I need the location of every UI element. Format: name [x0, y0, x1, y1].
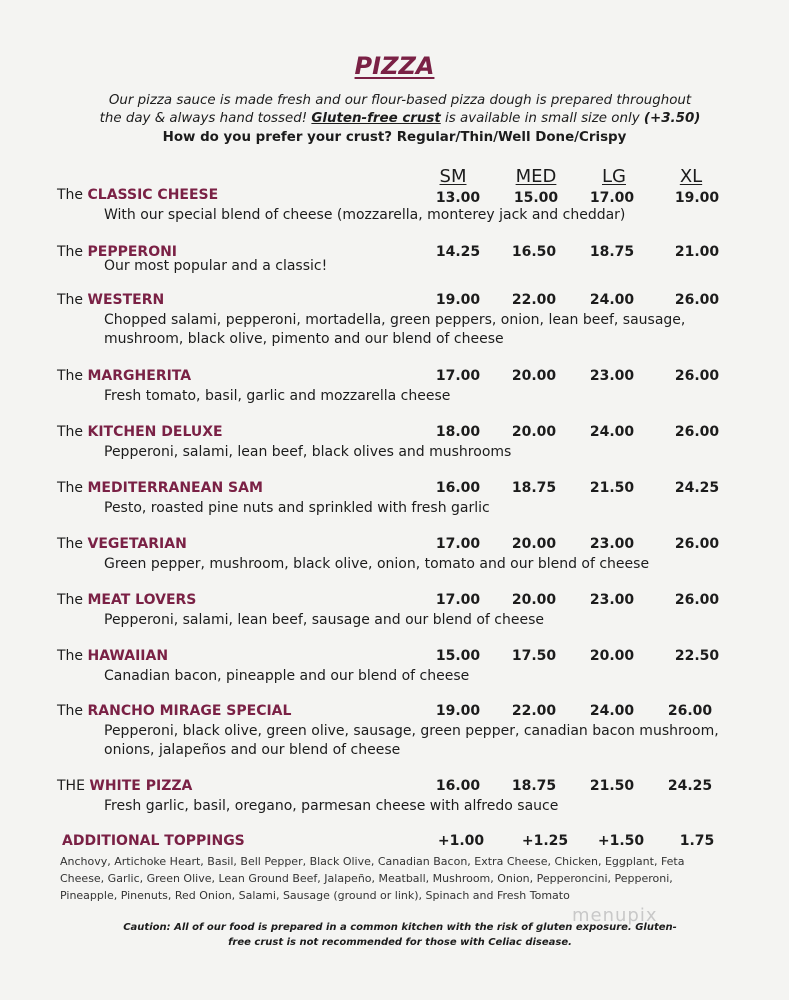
- price-xl: 26.00: [667, 703, 713, 719]
- menu-item-description: Canadian bacon, pineapple and our blend of cheese: [104, 668, 470, 684]
- menu-item-prefix: The: [57, 368, 84, 384]
- menu-item-title: PEPPERONI: [87, 244, 178, 260]
- menu-item-title: MEAT LOVERS: [87, 592, 197, 608]
- menu-item-prefix: The: [57, 536, 84, 552]
- price-med: 15.00: [513, 190, 559, 206]
- price-lg: 21.50: [589, 778, 635, 794]
- menu-item-title: WESTERN: [87, 292, 165, 308]
- size-header-med: MED: [515, 166, 557, 187]
- price-xl: 19.00: [674, 190, 720, 206]
- price-sm: 17.00: [435, 592, 481, 608]
- menu-item-title: CLASSIC CHEESE: [87, 187, 219, 203]
- price-lg: 18.75: [589, 244, 635, 260]
- toppings-price-lg: +1.50: [597, 833, 645, 849]
- price-xl: 26.00: [674, 368, 720, 384]
- menu-item-prefix: The: [57, 648, 84, 664]
- menu-item-title: RANCHO MIRAGE SPECIAL: [87, 703, 292, 719]
- price-lg: 21.50: [589, 480, 635, 496]
- price-med: 16.50: [511, 244, 557, 260]
- menu-item-name: [57, 778, 192, 794]
- menu-item-title: MARGHERITA: [87, 368, 192, 384]
- menu-item-name: [57, 480, 263, 496]
- price-med: 22.00: [511, 703, 557, 719]
- price-xl: 26.00: [674, 292, 720, 308]
- menu-item-name: [57, 648, 168, 664]
- price-lg: 24.00: [589, 424, 635, 440]
- price-lg: 23.00: [589, 592, 635, 608]
- menu-item-title: MEDITERRANEAN SAM: [87, 480, 263, 496]
- price-xl: 24.25: [674, 480, 720, 496]
- crust-question: How do you prefer your crust? Regular/Thin/Well Done/Crispy: [162, 130, 627, 145]
- price-sm: 18.00: [435, 424, 481, 440]
- gluten-free-label: Gluten-free crust: [311, 111, 441, 126]
- price-sm: 17.00: [435, 368, 481, 384]
- price-lg: 23.00: [589, 368, 635, 384]
- price-xl: 22.50: [674, 648, 720, 664]
- menu-item-title: KITCHEN DELUXE: [87, 424, 223, 440]
- menu-item-description: Our most popular and a classic!: [104, 258, 328, 274]
- menu-item-title: VEGETARIAN: [87, 536, 187, 552]
- menu-item-name: [57, 424, 223, 440]
- price-lg: 24.00: [589, 703, 635, 719]
- menu-item-name: [57, 592, 196, 608]
- menu-item-prefix: The: [57, 703, 84, 719]
- price-xl: 24.25: [667, 778, 713, 794]
- menu-item-description: With our special blend of cheese (mozzarella, monterey jack and cheddar): [104, 207, 626, 223]
- menu-item-name: [57, 368, 191, 384]
- price-sm: 15.00: [435, 648, 481, 664]
- menu-item-description: Pepperoni, salami, lean beef, sausage and our blend of cheese: [104, 612, 544, 628]
- menu-item-name: [57, 292, 164, 308]
- price-sm: 19.00: [435, 703, 481, 719]
- price-lg: 23.00: [589, 536, 635, 552]
- price-sm: 19.00: [435, 292, 481, 308]
- price-med: 20.00: [511, 368, 557, 384]
- price-med: 22.00: [511, 292, 557, 308]
- menu-item-prefix: The: [57, 292, 84, 308]
- menu-item-description: Green pepper, mushroom, black olive, onion, tomato and our blend of cheese: [104, 556, 650, 572]
- price-sm: 16.00: [435, 480, 481, 496]
- menu-item-description: Fresh tomato, basil, garlic and mozzarella cheese: [104, 388, 451, 404]
- menu-item-prefix: The: [57, 244, 84, 260]
- toppings-price-med: +1.25: [521, 833, 569, 849]
- menu-item-prefix: The: [57, 592, 84, 608]
- price-med: 18.75: [511, 480, 557, 496]
- watermark-logo: menupix: [572, 905, 658, 926]
- price-lg: 20.00: [589, 648, 635, 664]
- menu-item-name: [57, 703, 291, 719]
- intro-line-2-start: the day & always hand tossed!: [99, 111, 308, 126]
- menu-item-prefix: THE: [57, 778, 85, 794]
- menu-item-prefix: The: [57, 480, 84, 496]
- intro-line-2: [40, 110, 760, 128]
- menu-item-description: Pepperoni, black olive, green olive, sausage, green pepper, canadian bacon mushroom, onions, jalapeños and our blend of cheese: [104, 723, 719, 758]
- toppings-title: ADDITIONAL TOPPINGS: [62, 833, 245, 849]
- price-sm: 13.00: [435, 190, 481, 206]
- menu-item-description: Fresh garlic, basil, oregano, parmesan cheese with alfredo sauce: [104, 798, 559, 814]
- price-sm: 17.00: [435, 536, 481, 552]
- toppings-price-xl: 1.75: [679, 833, 715, 849]
- toppings-list: Anchovy, Artichoke Heart, Basil, Bell Pepper, Black Olive, Canadian Bacon, Extra Cheese, Chicken, Eggplant, Feta Cheese, Garlic, Green Olive, Lean Ground Beef, Jalapeño, Meatball, Mushroom, Onion, Pepperoncini, Pepperoni, Pineapple, Pinenuts, Red Onion, Salami, Sausage (ground or link), Spinach and Fresh Tomato: [60, 855, 685, 902]
- price-xl: 26.00: [674, 592, 720, 608]
- size-header-xl: XL: [679, 166, 703, 187]
- menu-item-description: Chopped salami, pepperoni, mortadella, green peppers, onion, lean beef, sausage, mushroom, black olive, pimento and our blend of cheese: [104, 312, 686, 347]
- menu-item-title: WHITE PIZZA: [89, 778, 193, 794]
- price-sm: 14.25: [435, 244, 481, 260]
- intro-line-1: Our pizza sauce is made fresh and our flour-based pizza dough is prepared throughout: [108, 93, 692, 108]
- price-med: 20.00: [511, 592, 557, 608]
- price-lg: 17.00: [589, 190, 635, 206]
- toppings-price-sm: +1.00: [437, 833, 485, 849]
- menu-item-description: Pepperoni, salami, lean beef, black olives and mushrooms: [104, 444, 512, 460]
- menu-item-title: HAWAIIAN: [87, 648, 169, 664]
- intro-text: [40, 92, 760, 128]
- gluten-free-price: (+3.50): [643, 111, 701, 126]
- price-med: 17.50: [511, 648, 557, 664]
- price-xl: 26.00: [674, 424, 720, 440]
- size-header-sm: SM: [439, 166, 467, 187]
- menu-item-name: [57, 536, 187, 552]
- price-xl: 21.00: [674, 244, 720, 260]
- menu-item-prefix: The: [57, 424, 84, 440]
- menu-item-prefix: The: [57, 187, 84, 203]
- menu-item-description: Pesto, roasted pine nuts and sprinkled with fresh garlic: [104, 500, 490, 516]
- caution-note: Caution: All of our food is prepared in a common kitchen with the risk of gluten exposure. Gluten-free crust is not recommended for those with Celiac disease.: [123, 922, 677, 948]
- price-med: 18.75: [511, 778, 557, 794]
- intro-line-2-end: is available in small size only: [445, 111, 640, 126]
- price-xl: 26.00: [674, 536, 720, 552]
- price-sm: 16.00: [435, 778, 481, 794]
- price-med: 20.00: [511, 536, 557, 552]
- size-header-lg: LG: [602, 166, 626, 187]
- price-med: 20.00: [511, 424, 557, 440]
- price-lg: 24.00: [589, 292, 635, 308]
- page-title: PIZZA: [354, 52, 435, 80]
- menu-item-name: [57, 187, 218, 203]
